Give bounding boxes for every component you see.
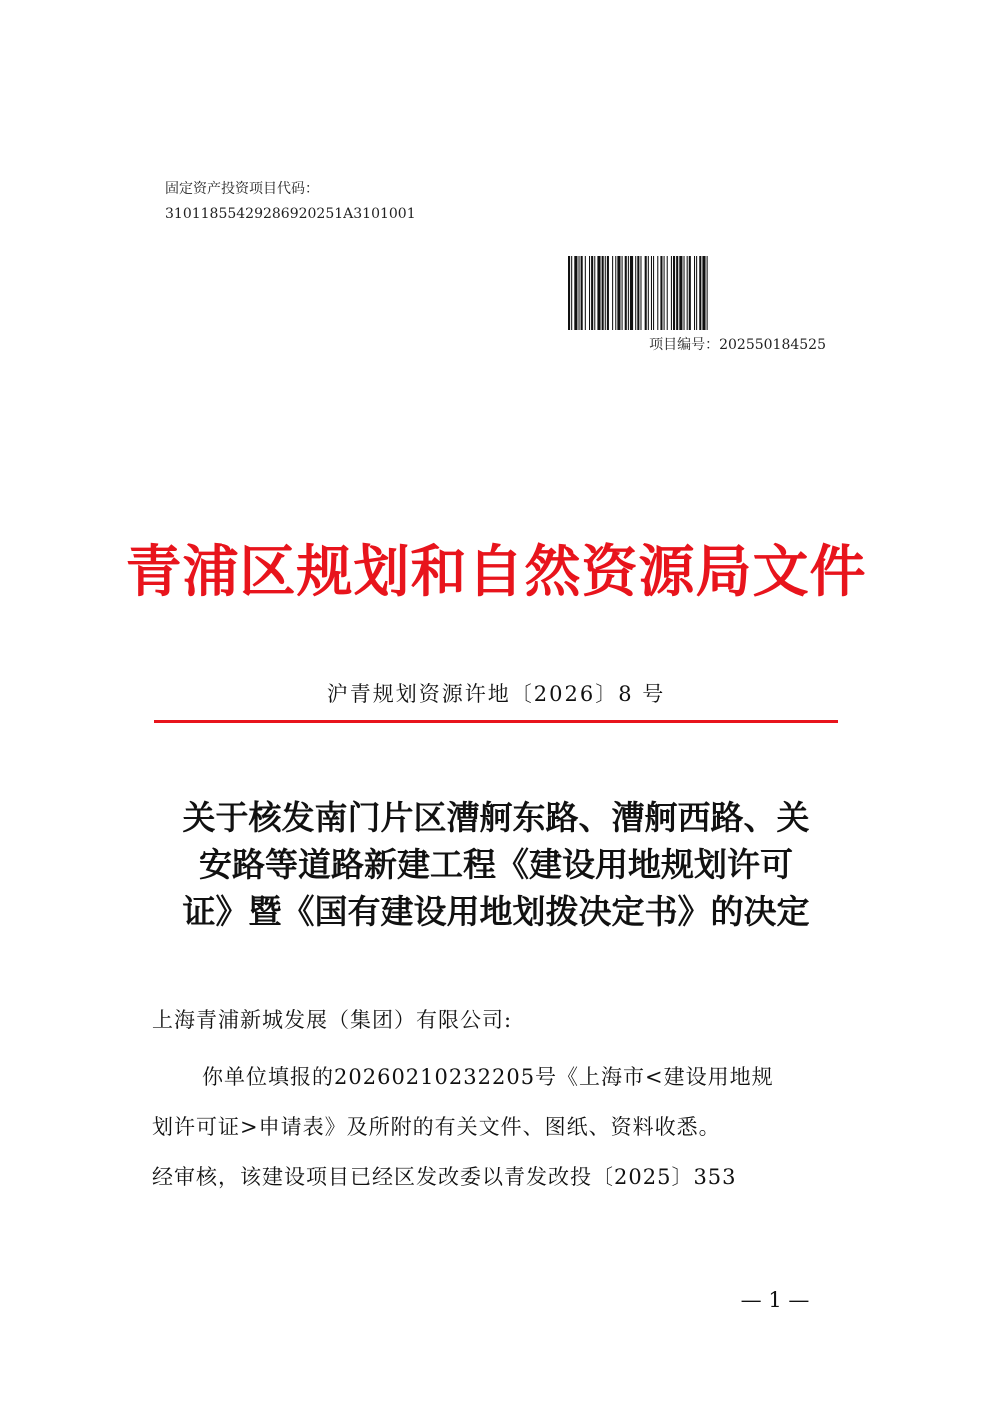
- issuer-title: 青浦区规划和自然资源局文件: [125, 540, 867, 605]
- project-code-label: 固定资产投资项目代码：: [165, 181, 319, 197]
- body-line: 划许可证>申请表》及所附的有关文件、图纸、资料收悉。: [152, 1115, 721, 1139]
- project-number: 项目编号：202550184525: [649, 337, 826, 353]
- title-line: 安路等道路新建工程《建设用地规划许可: [199, 845, 793, 884]
- document-title: [140, 794, 852, 935]
- body-text: [152, 1052, 842, 1202]
- page-number: — 1 —: [740, 1288, 810, 1312]
- body-line: 经审核，该建设项目已经区发改委以青发改投〔2025〕353: [152, 1165, 737, 1189]
- body-line: 你单位填报的20260210232205号《上海市<建设用地规: [202, 1065, 774, 1089]
- title-line: 证》暨《国有建设用地划拨决定书》的决定: [182, 892, 810, 931]
- project-code-value: 31011855429286920251A3101001: [165, 206, 416, 222]
- barcode-icon: [568, 256, 828, 330]
- document-number: 沪青规划资源许地〔2026〕8 号: [326, 682, 666, 706]
- red-divider: [154, 720, 838, 723]
- addressee: 上海青浦新城发展（集团）有限公司:: [152, 1008, 513, 1032]
- title-line: 关于核发南门片区漕舸东路、漕舸西路、关: [182, 798, 810, 837]
